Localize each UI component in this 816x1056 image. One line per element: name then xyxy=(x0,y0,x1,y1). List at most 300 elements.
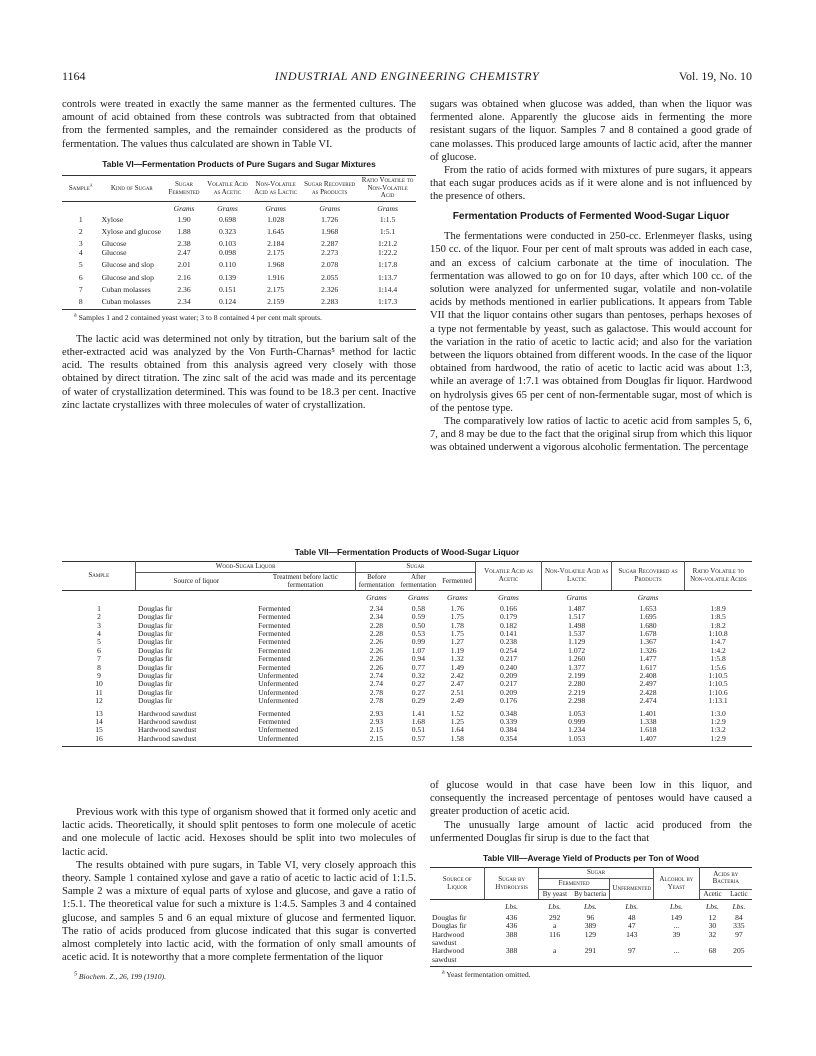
table-6-caption: Table VI—Fermentation Products of Pure Sugars and Sugar Mixtures xyxy=(102,158,376,169)
table-cell: Glucose and slop xyxy=(101,272,154,282)
table-7-header: Before fermentation xyxy=(355,572,397,591)
table-cell: 0.217 xyxy=(499,654,518,664)
table-cell: Douglas fir xyxy=(137,637,173,647)
table-cell: Hardwood sawdust xyxy=(137,725,197,735)
table-cell: 1.401 xyxy=(639,708,657,718)
table-cell: Fermented xyxy=(258,717,291,727)
table-cell: 2.78 xyxy=(369,696,384,706)
table-row xyxy=(62,735,752,743)
table-cell: 1:17.3 xyxy=(377,297,398,307)
table-cell: Douglas fir xyxy=(137,671,173,681)
unit-label: Lbs. xyxy=(732,902,746,912)
table-cell: 3 xyxy=(97,620,101,630)
table-cell: 1.52 xyxy=(450,708,464,718)
table-cell: 2.26 xyxy=(369,662,384,672)
table-row xyxy=(62,257,416,269)
table-cell: ... xyxy=(673,921,680,931)
table-cell: 292 xyxy=(548,912,561,922)
table-cell: 2.26 xyxy=(369,637,384,647)
paragraph: of glucose would in that case have been low in this liquor, and consequently the increased percentage of pentoses would have caused a greater production of acetic acid. xyxy=(430,780,752,818)
table-cell: 5 xyxy=(97,637,101,647)
table-cell: 2.16 xyxy=(177,272,191,282)
table-cell: 2.01 xyxy=(177,260,191,270)
table-cell: 1.75 xyxy=(450,612,464,622)
table-row xyxy=(62,216,416,224)
table-cell: 2.93 xyxy=(369,717,384,727)
table-cell: Cuban molasses xyxy=(101,285,151,295)
table-cell: 2.219 xyxy=(568,687,586,697)
table-cell: Xylose xyxy=(101,214,124,224)
table-8-header: By yeast xyxy=(538,889,571,900)
paragraph: The comparatively low ratios of lactic to acetic acid from samples 5, 6, 7, and 8 may be due to the fact that the original sirup from which this liquor was obtained underwent a vigorous alcoholic fermentation. The percentage xyxy=(430,415,752,454)
paragraph: controls were treated in exactly the same manner as the fermented cultures. The amount of acid obtained from these controls was subtracted from that obtained from the fermented samples, and the remainder considered as the products of fermentation. The values thus calculated are shown in Table VI. xyxy=(62,99,416,150)
table-cell: Hardwood sawdust xyxy=(432,946,465,964)
table-cell: 1.367 xyxy=(639,637,657,647)
table-cell: 1.07 xyxy=(411,645,426,655)
table-cell: 8 xyxy=(97,662,101,672)
table-cell: 2.428 xyxy=(639,687,657,697)
table-cell: 1:13.1 xyxy=(708,696,728,706)
section-heading: Fermentation Products of Fermented Wood-Sugar Liquor xyxy=(452,210,730,222)
table-cell: Douglas fir xyxy=(137,603,173,613)
table-cell: 6 xyxy=(97,645,101,655)
table-cell: 1.326 xyxy=(639,645,657,655)
table-row xyxy=(62,236,416,248)
table-cell: 0.238 xyxy=(499,637,518,647)
table-cell: Unfermented xyxy=(258,725,299,735)
table-cell: 1.260 xyxy=(568,654,586,664)
table-cell: 1.27 xyxy=(450,637,464,647)
table-cell: 2.175 xyxy=(267,285,285,295)
table-cell: 1.88 xyxy=(177,227,191,237)
table-7-header: Fermented xyxy=(442,576,473,585)
table-cell: 1.477 xyxy=(639,654,657,664)
table-row xyxy=(62,224,416,236)
table-cell: 205 xyxy=(733,946,745,956)
unit-label: Grams xyxy=(173,204,195,214)
table-cell: 2.283 xyxy=(321,297,339,307)
table-cell: 0.999 xyxy=(568,717,586,727)
table-cell: 0.77 xyxy=(411,662,426,672)
table-cell: 0.166 xyxy=(499,603,518,613)
table-cell: Unfermented xyxy=(258,733,299,743)
table-cell: 96 xyxy=(586,912,595,922)
table-cell: Douglas fir xyxy=(137,645,173,655)
table-cell: 2.474 xyxy=(639,696,657,706)
table-cell: 1.618 xyxy=(639,725,657,735)
table-cell: 2.34 xyxy=(369,603,384,613)
table-cell: 2.273 xyxy=(321,247,339,257)
table-cell: 30 xyxy=(708,921,717,931)
table-cell: 0.209 xyxy=(499,687,518,697)
table-cell: 1.407 xyxy=(639,733,657,743)
table-cell: 1:2.9 xyxy=(710,733,726,743)
table-cell: Glucose and slop xyxy=(101,260,154,270)
table-cell: 0.94 xyxy=(411,654,426,664)
table-cell: 15 xyxy=(95,725,103,735)
table-6-header: Sample$^a$ xyxy=(68,182,93,192)
table-cell: 1.338 xyxy=(639,717,657,727)
table-cell: 388 xyxy=(505,946,518,956)
table-cell: Fermented xyxy=(258,708,291,718)
right-column-lower xyxy=(430,779,752,979)
table-cell: 0.323 xyxy=(218,227,237,237)
table-cell: 1:8.2 xyxy=(710,620,726,630)
table-7-header: Ratio Volatile to Non-volatile Acids xyxy=(684,562,752,591)
table-cell: 4 xyxy=(97,629,101,639)
table-cell: 97 xyxy=(735,929,743,939)
table-cell: 1.028 xyxy=(267,214,285,224)
table-cell: 1.916 xyxy=(267,272,285,282)
table-row xyxy=(62,697,752,705)
table-cell: Unfermented xyxy=(258,671,299,681)
table-8-header: Alcohol by Yeast xyxy=(654,868,699,900)
table-cell: 0.29 xyxy=(411,696,426,706)
table-cell: 129 xyxy=(584,929,597,939)
table-cell: 0.098 xyxy=(218,247,237,257)
table-row xyxy=(430,931,752,948)
table-cell: 1.653 xyxy=(639,603,657,613)
table-cell: 0.217 xyxy=(499,679,518,689)
table-row xyxy=(62,270,416,282)
table-cell: 0.32 xyxy=(411,671,426,681)
table-cell: 1:22.2 xyxy=(377,247,398,257)
table-cell: 2.38 xyxy=(177,239,191,249)
table-cell: 2.47 xyxy=(177,247,191,257)
unit-label: Lbs. xyxy=(669,902,683,912)
table-cell: 0.384 xyxy=(499,725,518,735)
table-cell: 1:4.2 xyxy=(710,645,726,655)
left-column-upper xyxy=(62,98,416,412)
table-7-block xyxy=(62,547,752,747)
table-cell: 0.141 xyxy=(499,629,518,639)
table-cell: 0.179 xyxy=(499,612,518,622)
table-cell: 1.68 xyxy=(411,717,426,727)
table-cell: 1.25 xyxy=(450,717,464,727)
table-cell: 1:10.5 xyxy=(708,679,728,689)
table-cell: 0.51 xyxy=(411,725,426,735)
table-cell: 2.15 xyxy=(369,733,384,743)
paragraph: Previous work with this type of organism showed that it formed only acetic and lactic acids. Theoretically, it should split pentoses to form one molecule of acetic and one molecule of lactic acid. Hexoses should be split into two molecules of lactic acid. xyxy=(62,807,416,858)
table-cell: 2.280 xyxy=(568,679,586,689)
table-cell: Douglas fir xyxy=(137,612,173,622)
table-cell: 0.27 xyxy=(411,687,426,697)
table-cell: 1:3.2 xyxy=(710,725,726,735)
unit-label: Grams xyxy=(637,593,659,603)
table-cell: 12 xyxy=(95,696,103,706)
table-cell: Glucose xyxy=(101,247,127,257)
table-7-header: Sugar Recovered as Products xyxy=(612,562,684,591)
table-cell: 2.199 xyxy=(568,671,586,681)
table-7-header: Treatment before lactic fermentation xyxy=(272,572,338,589)
table-cell: Hardwood sawdust xyxy=(137,717,197,727)
unit-label: Grams xyxy=(265,204,286,214)
table-cell: 39 xyxy=(672,929,681,939)
table-cell: 13 xyxy=(95,708,103,718)
running-header xyxy=(62,69,752,85)
paragraph: The unusually large amount of lactic acid produced from the unfermented Douglas fir sirup is due to the fact that xyxy=(430,819,752,844)
table-cell: 291 xyxy=(584,946,597,956)
reference-footnote: $^5$ Biochem. Z., 26, 199 (1910). xyxy=(74,971,167,982)
table-cell: 1.129 xyxy=(568,637,586,647)
table-7-header: Source of liquor xyxy=(136,572,256,591)
table-8-caption: Table VIII—Average Yield of Products per Ton of Wood xyxy=(482,853,700,864)
paragraph: From the ratio of acids formed with mixtures of pure sugars, it appears that each sugar produces acids as if it were alone and is not influenced by the presence of others. xyxy=(430,165,752,203)
table-cell: Douglas fir xyxy=(137,679,173,689)
table-cell: 0.339 xyxy=(499,717,518,727)
table-8-header: Fermented xyxy=(538,878,610,889)
table-cell: 2.93 xyxy=(369,708,384,718)
table-cell: 0.53 xyxy=(411,629,426,639)
table-row xyxy=(62,282,416,294)
table-cell: 1.498 xyxy=(568,620,586,630)
unit-label: Lbs. xyxy=(625,902,639,912)
table-8-header: Sugar by Hydrolysis xyxy=(485,868,538,900)
table-7-header: Sample xyxy=(62,562,136,591)
table-cell: 10 xyxy=(95,679,103,689)
table-cell: 1.58 xyxy=(450,733,464,743)
table-cell: 0.110 xyxy=(219,260,236,270)
table-8-header: Sugar xyxy=(538,868,653,879)
table-cell: 0.182 xyxy=(499,620,518,630)
table-cell: 4 xyxy=(78,247,83,257)
table-cell: 9 xyxy=(97,671,101,681)
table-cell: Unfermented xyxy=(258,696,299,706)
table-cell: 2.175 xyxy=(267,247,285,257)
table-cell: 0.59 xyxy=(411,612,426,622)
table-cell: 0.354 xyxy=(499,733,518,743)
table-8-header: Acids by Bacteria xyxy=(699,868,752,890)
page-number: 1164 xyxy=(62,69,86,83)
table-row xyxy=(62,294,416,306)
table-cell: 149 xyxy=(670,912,683,922)
table-cell: Fermented xyxy=(258,603,291,613)
table-cell: Douglas fir xyxy=(137,696,173,706)
table-6-header: Non-Volatile Acid as Lactic xyxy=(254,179,298,196)
table-cell: a xyxy=(552,921,557,931)
table-7-header: Volatile Acid as Acetic xyxy=(475,562,541,591)
table-cell: 2.34 xyxy=(369,612,384,622)
table-cell: 1.234 xyxy=(568,725,586,735)
table-cell: 436 xyxy=(505,912,518,922)
table-cell: 2.078 xyxy=(321,260,339,270)
table-6-header: Sugar Recovered as Products xyxy=(304,179,356,196)
table-cell: 2.15 xyxy=(369,725,384,735)
table-cell: 0.103 xyxy=(218,239,237,249)
table-6-footnote: $^a$ Samples 1 and 2 contained yeast water; 3 to 8 contained 4 per cent malt sprouts. xyxy=(62,309,416,322)
table-cell: 2.26 xyxy=(369,654,384,664)
table-cell: Fermented xyxy=(258,620,291,630)
table-cell: 0.209 xyxy=(499,671,518,681)
table-cell: 1.678 xyxy=(639,629,657,639)
table-cell: 0.240 xyxy=(499,662,518,672)
table-cell: 388 xyxy=(505,929,518,939)
table-cell: 389 xyxy=(584,921,597,931)
table-cell: 2.51 xyxy=(450,687,464,697)
paragraph: The lactic acid was determined not only by titration, but the barium salt of the ether-extracted acid was analyzed by the Von Furth-Charnas⁵ method for lactic acid. The results obtained from this analysis agreed very closely with those obtained by direct titration. The zinc salt of the acid was made and its percentage of water of crystallization determined. This was found to be 18.3 per cent. Inactive zinc lactate crystallizes with three molecules of water of crystallization. xyxy=(62,333,416,411)
table-cell: Fermented xyxy=(258,629,291,639)
table-cell: 1.377 xyxy=(568,662,586,672)
table-cell: 436 xyxy=(505,921,518,931)
table-cell: 2.78 xyxy=(369,687,384,697)
table-cell: 1.517 xyxy=(568,612,586,622)
table-6-header: Ratio Volatile to Non-Volatile Acid xyxy=(361,175,414,200)
table-cell: 1.49 xyxy=(450,662,464,672)
table-7-header: Non-Volatile Acid as Lactic xyxy=(542,562,612,591)
table-cell: 1:8.5 xyxy=(710,612,726,622)
table-cell: 1:14.4 xyxy=(377,285,398,295)
table-cell: 2.47 xyxy=(450,679,464,689)
table-cell: 0.99 xyxy=(411,637,426,647)
table-cell: 1:5.8 xyxy=(710,654,726,664)
table-cell: 1.726 xyxy=(321,214,339,224)
table-cell: 2 xyxy=(78,227,83,237)
table-cell: Douglas fir xyxy=(137,654,173,664)
unit-label: Lbs. xyxy=(548,902,562,912)
table-cell: 1.695 xyxy=(639,612,657,622)
table-cell: 1:3.0 xyxy=(710,708,726,718)
table-cell: 2.28 xyxy=(369,629,384,639)
table-cell: 1:17.8 xyxy=(377,260,398,270)
table-cell: 1.537 xyxy=(568,629,586,639)
table-cell: 97 xyxy=(627,946,636,956)
table-cell: 5 xyxy=(78,260,83,270)
table-cell: 2.42 xyxy=(450,671,464,681)
unit-label: Lbs. xyxy=(705,902,719,912)
table-cell: 2.74 xyxy=(369,671,384,681)
table-cell: 1:10.6 xyxy=(708,687,728,697)
table-cell: 1.76 xyxy=(450,603,464,613)
table-7-group-header: Sugar xyxy=(355,562,475,573)
table-cell: 48 xyxy=(627,912,636,922)
table-cell: 14 xyxy=(95,717,103,727)
table-row xyxy=(430,947,752,964)
table-cell: 1:5.1 xyxy=(379,227,396,237)
table-cell: Xylose and glucose xyxy=(101,227,162,237)
table-cell: 335 xyxy=(733,921,745,931)
table-8-header: By bacteria xyxy=(574,889,607,898)
unit-label: Grams xyxy=(319,204,341,214)
table-cell: 2.34 xyxy=(177,297,191,307)
table-cell: Douglas fir xyxy=(137,662,173,672)
table-cell: 0.27 xyxy=(411,679,426,689)
table-cell: 2.408 xyxy=(639,671,657,681)
table-6-header: Volatile Acid as Acetic xyxy=(207,179,248,196)
table-7-caption: Table VII—Fermentation Products of Wood-Sugar Liquor xyxy=(294,547,520,557)
table-cell: Fermented xyxy=(258,645,291,655)
table-cell: Fermented xyxy=(258,637,291,647)
table-cell: 8 xyxy=(78,297,83,307)
table-cell: 2.184 xyxy=(267,239,285,249)
table-cell: 1.64 xyxy=(450,725,464,735)
table-cell: 1.78 xyxy=(450,620,464,630)
table-cell: 1.645 xyxy=(267,227,285,237)
table-cell: 1.32 xyxy=(450,654,464,664)
table-cell: 1 xyxy=(97,603,101,613)
table-cell: 2 xyxy=(97,612,101,622)
right-column-upper xyxy=(430,98,752,455)
table-cell: 1:10.5 xyxy=(708,671,728,681)
table-cell: 1:21.2 xyxy=(377,239,398,249)
table-cell: Unfermented xyxy=(258,679,299,689)
table-cell: a xyxy=(552,946,557,956)
table-cell: 2.49 xyxy=(450,696,464,706)
table-cell: 1.072 xyxy=(568,645,586,655)
left-column-lower xyxy=(62,806,416,981)
table-cell: 0.139 xyxy=(218,272,237,282)
table-cell: 0.348 xyxy=(499,708,518,718)
table-cell: 2.36 xyxy=(177,285,191,295)
table-cell: Fermented xyxy=(258,612,291,622)
table-cell: 47 xyxy=(627,921,636,931)
table-cell: 1.90 xyxy=(177,214,191,224)
table-6-header: Kind of Sugar xyxy=(110,183,153,192)
volume-number: Vol. 19, No. 10 xyxy=(678,69,752,83)
table-7-bottom-rule xyxy=(62,746,752,747)
table-cell: Hardwood sawdust xyxy=(432,929,465,948)
table-cell: 7 xyxy=(97,654,101,664)
table-cell: 1:1.5 xyxy=(379,214,396,224)
table-cell: 0.50 xyxy=(411,620,426,630)
table-8-footnote: $^a$ Yeast fermentation omitted. xyxy=(430,966,752,979)
table-cell: 1 xyxy=(78,214,83,224)
paragraph: The fermentations were conducted in 250-cc. Erlenmeyer flasks, using 150 cc. of the liquor. Four per cent of malt sprouts was added in each case, and an excess of calcium carbonate at the time of inoculation. The fermentation was allowed to go on for 10 days, after which 100 cc. of the solution were analyzed for unfermented sugar, volatile and non-volatile acids by methods mentioned in earlier publications. It appears from Table VII that the liquor contains other sugars than pentoses, perhaps hexoses of a type not fermentable by yeast, such as galactose. This would account for the variation in the ratio of acetic to lactic acid; and also for the variation between the liquors obtained from different woods. In the case of the liquor obtained from hardwood, the ratio of acetic to lactic acid was about 1:3, while an average of 1:7.1 was obtained from Douglas fir liquor. Hardwood on hydrolysis gives 65 per cent of non-fermentable sugar, most of which is of the pentose type. xyxy=(430,231,752,414)
table-7-group-header: Wood-Sugar Liquor xyxy=(136,562,355,573)
unit-label: Grams xyxy=(217,204,238,214)
table-8-header: Source of Liquor xyxy=(430,868,485,900)
table-cell: 2.055 xyxy=(321,272,339,282)
table-cell: 0.58 xyxy=(411,603,426,613)
table-cell: 68 xyxy=(708,946,717,956)
table-cell: Unfermented xyxy=(258,687,299,697)
table-cell: Douglas fir xyxy=(137,620,173,630)
table-7 xyxy=(62,561,752,743)
table-cell: Glucose xyxy=(101,239,127,249)
table-cell: 84 xyxy=(735,912,743,922)
table-cell: 2.26 xyxy=(369,645,384,655)
table-cell: Douglas fir xyxy=(137,687,173,697)
table-cell: Hardwood sawdust xyxy=(137,708,197,718)
table-6 xyxy=(62,175,416,307)
table-cell: 32 xyxy=(708,929,717,939)
unit-label: Grams xyxy=(408,593,429,603)
table-cell: 12 xyxy=(708,912,717,922)
table-cell: 2.298 xyxy=(568,696,586,706)
table-8 xyxy=(430,867,752,964)
table-cell: 116 xyxy=(549,929,561,939)
table-cell: 2.326 xyxy=(321,285,339,295)
journal-title: INDUSTRIAL AND ENGINEERING CHEMISTRY xyxy=(274,69,540,83)
paragraph: sugars was obtained when glucose was added, than when the liquor was fermented alone. Apparently the glucose aids in fermenting the more resistant sugars of the liquor. Samples 7 and 8 contained a good grade of cane molasses. This produced large amounts of lactic acid, after the manner of glucose. xyxy=(430,99,752,163)
table-cell: 143 xyxy=(626,929,638,939)
table-cell: 2.497 xyxy=(639,679,657,689)
table-cell: 0.176 xyxy=(499,696,518,706)
table-cell: 2.74 xyxy=(369,679,384,689)
table-cell: 7 xyxy=(78,285,83,295)
table-cell: 6 xyxy=(78,272,83,282)
table-cell: 0.698 xyxy=(218,214,237,224)
table-cell: 2.287 xyxy=(321,239,339,249)
table-cell: 1:10.8 xyxy=(708,629,728,639)
table-7-header: After fermentation xyxy=(400,572,437,589)
unit-label: Grams xyxy=(446,593,468,603)
table-6-header: Sugar Fermented xyxy=(168,179,200,196)
table-cell: 16 xyxy=(95,733,103,743)
table-cell: 0.124 xyxy=(218,297,237,307)
table-cell: 1.968 xyxy=(321,227,339,237)
table-cell: 1.19 xyxy=(450,645,464,655)
table-cell: 1.053 xyxy=(568,733,586,743)
